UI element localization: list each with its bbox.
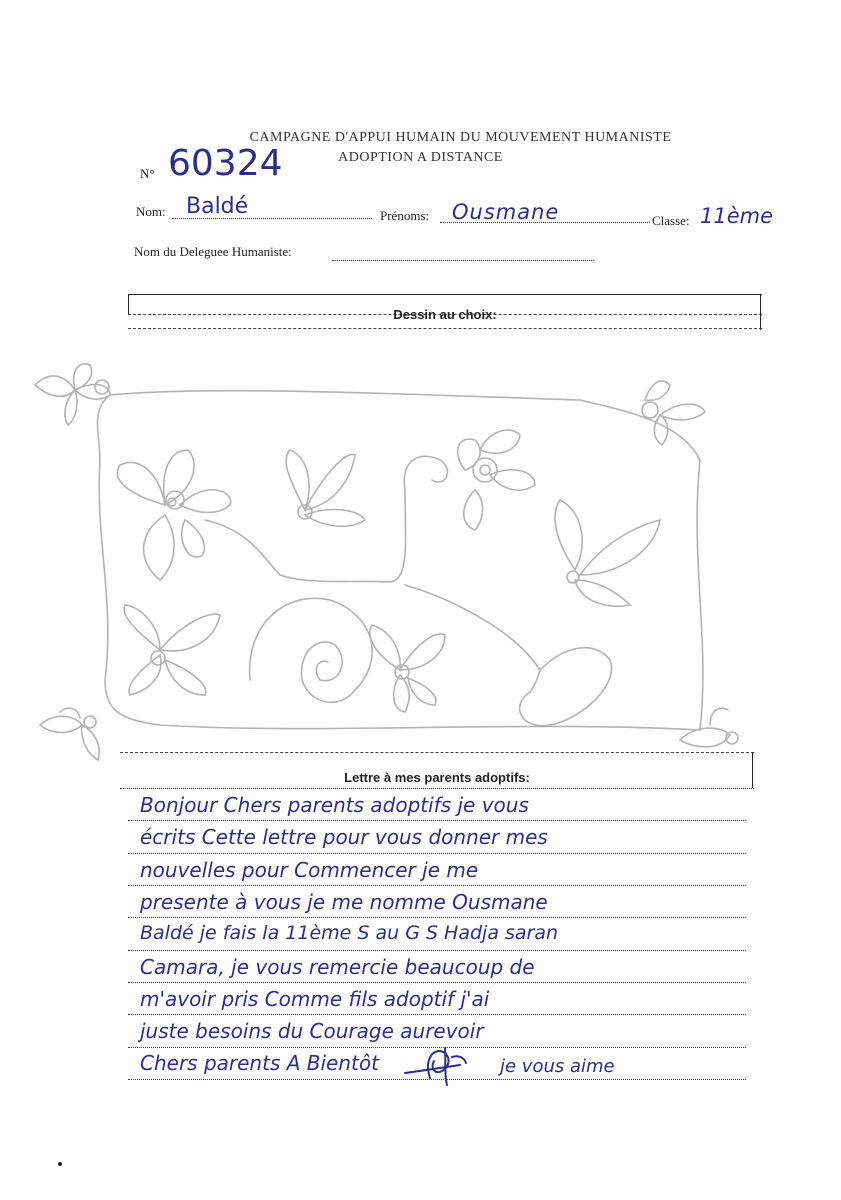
adoption-subtitle: ADOPTION A DISTANCE <box>338 150 503 165</box>
letter-line-5: Baldé je fais la 11ème S au G S Hadja saran <box>140 922 559 944</box>
drawing-header-box <box>128 294 762 330</box>
flower-vine-drawing <box>20 340 810 780</box>
letter-section-title: Lettre à mes parents adoptifs: <box>344 770 530 785</box>
number-prefix: N° <box>140 166 155 181</box>
nom-label: Nom: <box>136 204 166 219</box>
letter-line-3: nouvelles pour Commencer je me <box>140 858 479 882</box>
stray-dot <box>58 1162 62 1166</box>
flower-lower-middle <box>370 625 445 712</box>
corner-flower-top-right <box>642 381 705 445</box>
flower-top-middle <box>286 450 365 526</box>
corner-flower-bottom-left <box>40 708 99 760</box>
classe-label: Classe: <box>652 213 690 228</box>
prenoms-value: Ousmane <box>452 200 560 224</box>
classe-value: 11ème <box>700 204 774 228</box>
drawing-section-title: Dessin au choix: <box>393 307 497 322</box>
campaign-title: CAMPAGNE D'APPUI HUMAIN DU MOUVEMENT HUMANISTE <box>249 130 672 145</box>
flower-right <box>555 500 660 606</box>
flower-center-right <box>458 430 535 530</box>
corner-flower-bottom-right <box>680 708 738 747</box>
letter-line-7: m'avoir pris Comme fils adoptif j'ai <box>140 987 490 1011</box>
flower-lower-left <box>124 605 220 695</box>
letter-closing: je vous aime <box>500 1056 615 1077</box>
letter-line-4: presente à vous je me nomme Ousmane <box>140 890 548 914</box>
signature-mark <box>400 1043 480 1088</box>
letter-line-1: Bonjour Chers parents adoptifs je vous <box>140 793 529 817</box>
flower-large-left <box>117 450 230 580</box>
delegue-field-line <box>332 260 594 261</box>
letter-line-9: Chers parents A Bientôt <box>140 1051 379 1075</box>
letter-line-2: écrits Cette lettre pour vous donner mes <box>140 825 548 849</box>
adoption-number: 60324 <box>168 143 283 184</box>
spiral <box>250 598 373 702</box>
delegue-label: Nom du Deleguee Humaniste: <box>134 244 292 259</box>
heart-leaf <box>520 648 612 726</box>
letter-line-6: Camara, je vous remercie beaucoup de <box>140 955 535 979</box>
prenoms-label: Prénoms: <box>380 208 430 223</box>
nom-value: Baldé <box>186 194 249 219</box>
letter-line-8: juste besoins du Courage aurevoir <box>140 1019 484 1043</box>
